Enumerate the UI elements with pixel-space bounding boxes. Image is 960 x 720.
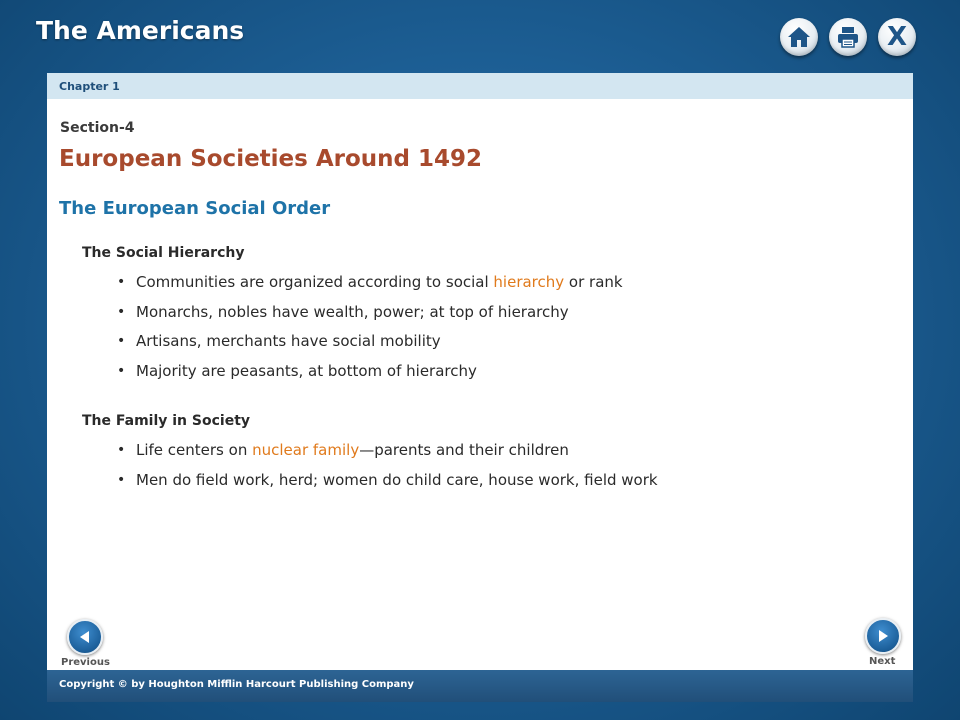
app-title: The Americans — [36, 16, 245, 45]
previous-label[interactable]: Previous — [61, 657, 110, 668]
footer-bar — [47, 670, 913, 702]
next-label[interactable]: Next — [869, 656, 896, 667]
content-panel — [47, 73, 913, 670]
bullet-text: Monarchs, nobles have wealth, power; at top of hierarchy — [136, 302, 569, 321]
next-button[interactable] — [865, 618, 901, 654]
list-item — [82, 361, 623, 391]
list-item — [82, 331, 623, 361]
close-icon: X — [886, 22, 908, 52]
bullet-icon: • — [117, 333, 126, 349]
bullet-icon: • — [117, 303, 126, 320]
bullet-text-end: —parents and their children — [359, 441, 569, 459]
block-heading: The Social Hierarchy — [82, 245, 245, 261]
bullet-icon: • — [117, 442, 126, 458]
section-label: Section-4 — [60, 120, 135, 136]
social-hierarchy-block — [82, 243, 623, 390]
list-item — [82, 440, 658, 470]
bullet-text: Men do field work, herd; women do child care, house work, field work — [136, 470, 658, 489]
print-button[interactable] — [829, 18, 867, 56]
block-heading: The Family in Society — [82, 413, 251, 429]
bullet-text: Artisans, merchants have social mobility — [136, 332, 441, 350]
arrow-right-icon — [876, 629, 890, 643]
bullet-icon: • — [117, 274, 126, 290]
bullet-text: Majority are peasants, at bottom of hierarchy — [136, 361, 477, 380]
page-subtitle: The European Social Order — [59, 198, 331, 219]
home-icon — [787, 26, 811, 48]
page-title: European Societies Around 1492 — [59, 146, 483, 172]
bullet-highlight: nuclear family — [252, 441, 360, 459]
home-button[interactable] — [780, 18, 818, 56]
list-item — [82, 302, 623, 332]
bullet-text-end: or rank — [564, 273, 623, 291]
chapter-label: Chapter 1 — [59, 80, 120, 93]
family-in-society-block — [82, 411, 658, 499]
close-button[interactable] — [878, 18, 916, 56]
bullet-highlight: hierarchy — [493, 273, 565, 291]
bullet-icon: • — [117, 362, 126, 379]
copyright-text: Copyright © by Houghton Mifflin Harcourt Publishing Company — [59, 679, 414, 690]
bullet-text: Life centers on — [136, 441, 253, 459]
list-item — [82, 272, 623, 302]
chapter-bar — [47, 73, 913, 99]
bullet-text: Communities are organized according to social — [136, 273, 494, 291]
printer-icon — [836, 26, 860, 48]
arrow-left-icon — [78, 630, 92, 644]
previous-button[interactable] — [67, 619, 103, 655]
bullet-icon: • — [117, 471, 126, 488]
list-item — [82, 470, 658, 500]
